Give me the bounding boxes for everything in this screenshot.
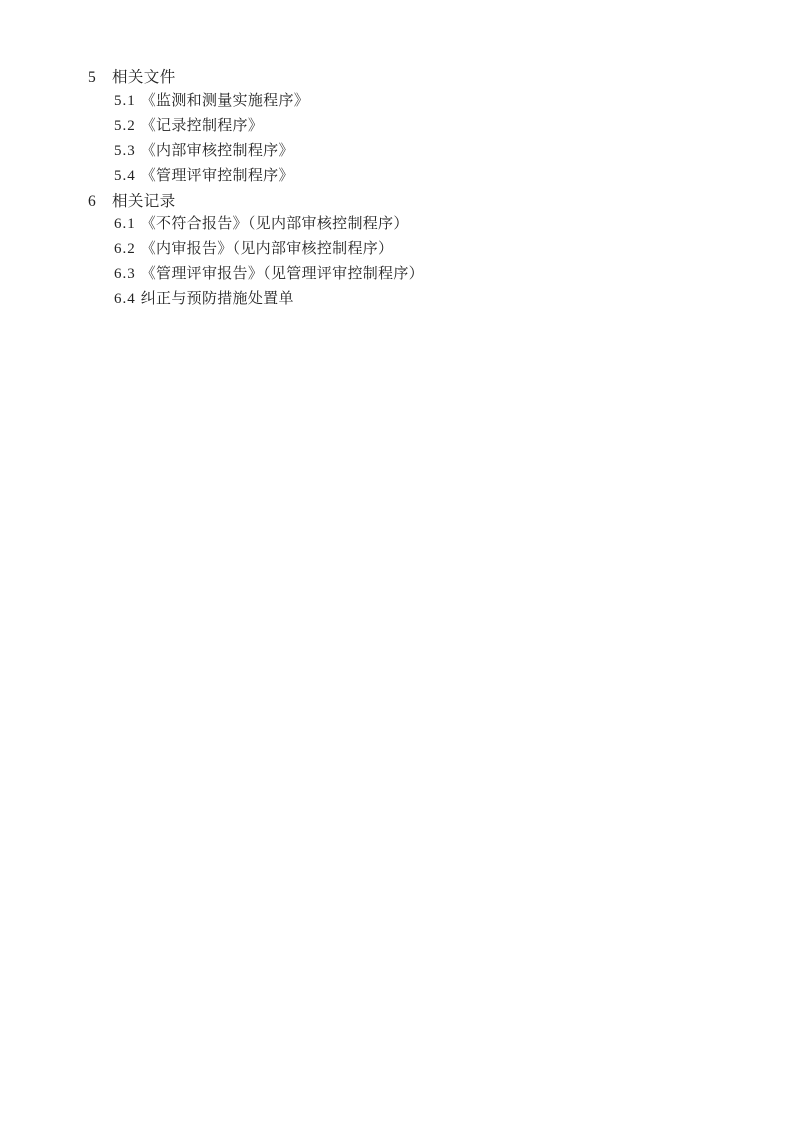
item-number: 6.3 (114, 266, 136, 282)
section-5-heading (88, 70, 740, 86)
item-text: 《监测和测量实施程序》 (140, 92, 310, 109)
item-text: 《内部审核控制程序》 (140, 142, 294, 159)
section-5-number: 5 (88, 69, 97, 86)
section-5-list (88, 94, 740, 184)
item-number: 5.1 (114, 92, 136, 109)
list-item (114, 119, 740, 134)
item-text: 《不符合报告》（见内部审核控制程序） (140, 216, 409, 232)
section-5 (88, 70, 740, 184)
list-item (114, 267, 740, 282)
section-6-number: 6 (88, 192, 97, 210)
document-body (88, 70, 740, 307)
section-6-title: 相关记录 (112, 192, 176, 210)
section-6 (88, 194, 740, 308)
list-item (114, 217, 740, 232)
item-number: 6.1 (114, 216, 136, 232)
list-item (114, 242, 740, 257)
item-text: 《管理评审报告》（见管理评审控制程序） (140, 266, 424, 282)
list-item (114, 292, 740, 307)
list-item (114, 94, 740, 109)
item-text: 《内审报告》（见内部审核控制程序） (140, 241, 394, 257)
section-6-heading (88, 194, 740, 210)
item-number: 5.4 (114, 167, 136, 184)
item-text: 《管理评审控制程序》 (140, 167, 294, 184)
section-6-list (88, 217, 740, 307)
item-number: 6.2 (114, 241, 136, 257)
item-number: 6.4 (114, 291, 136, 307)
item-text: 纠正与预防措施处置单 (140, 291, 294, 307)
list-item (114, 169, 740, 184)
item-number: 5.2 (114, 117, 136, 134)
item-number: 5.3 (114, 142, 136, 159)
list-item (114, 144, 740, 159)
item-text: 《记录控制程序》 (140, 117, 264, 134)
section-5-title: 相关文件 (112, 69, 176, 86)
